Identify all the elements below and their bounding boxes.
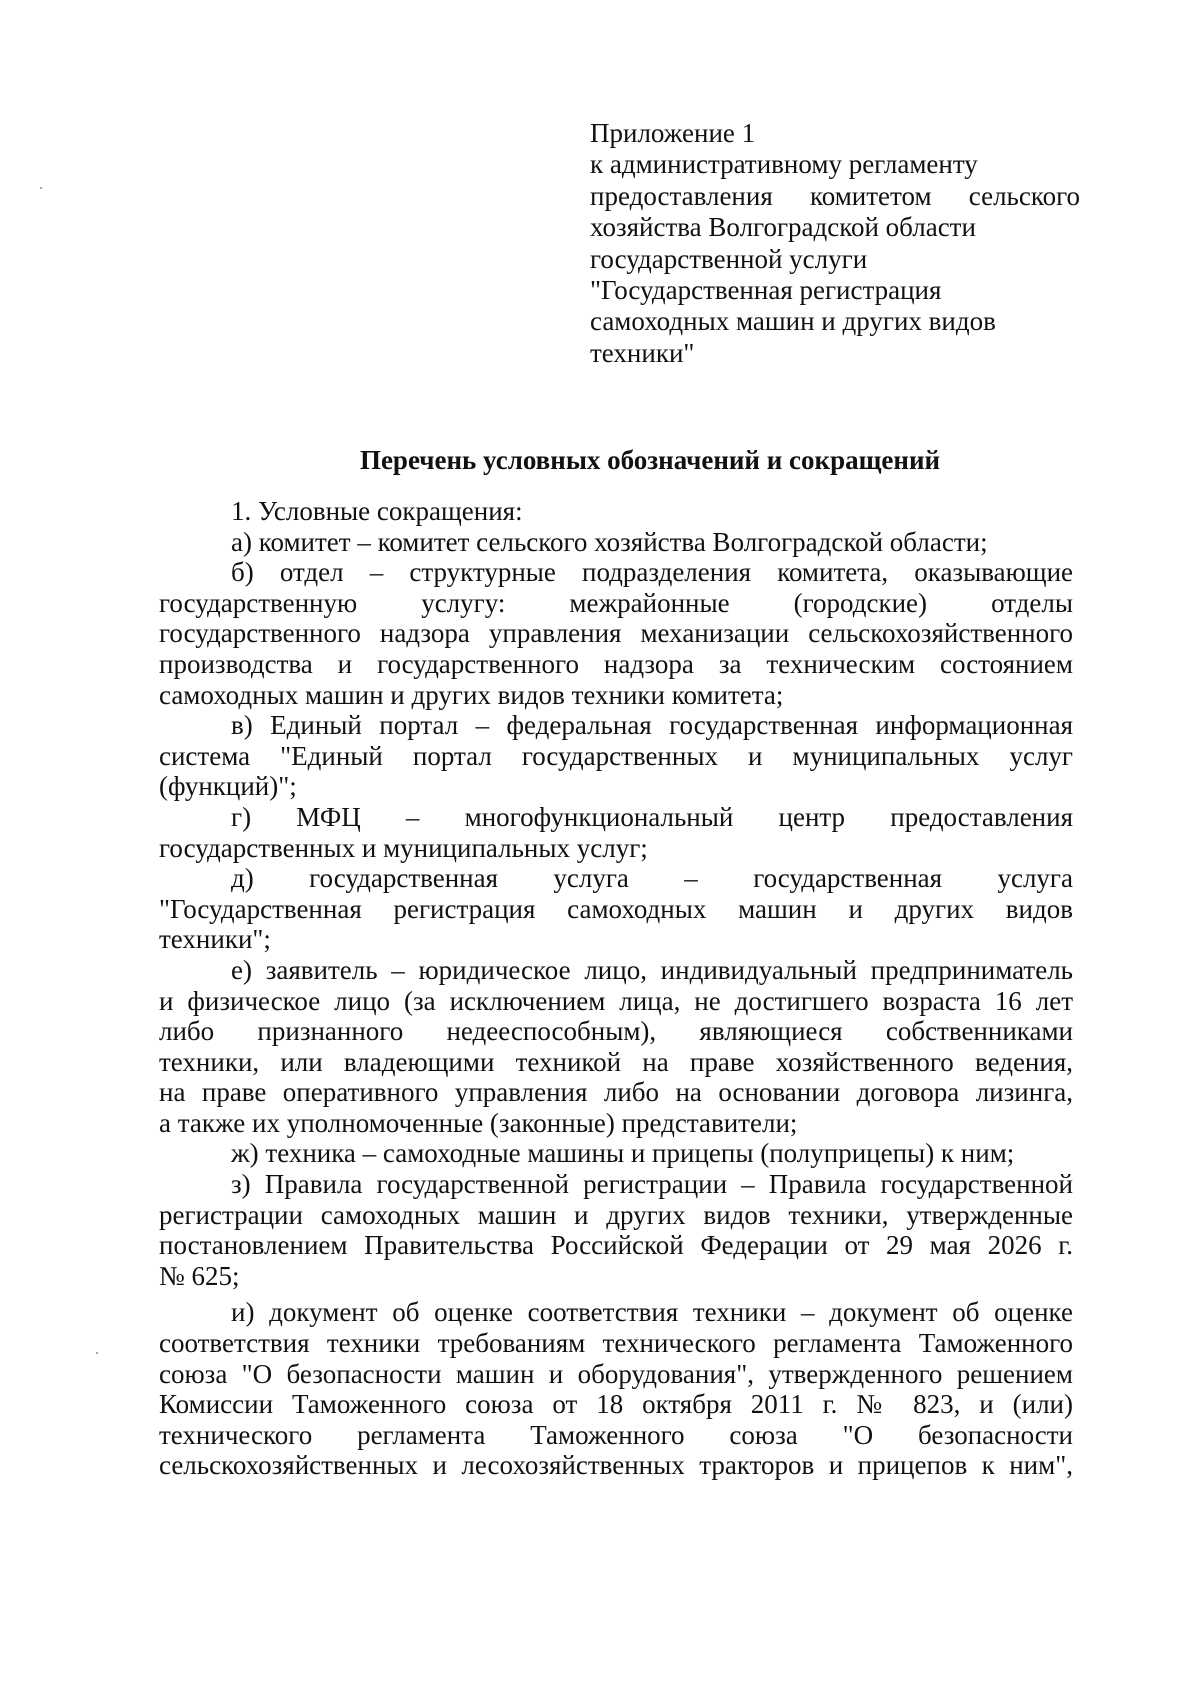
scan-speck bbox=[96, 1352, 98, 1354]
paragraph-line: д) государственная услуга – государственная услуга bbox=[231, 863, 1073, 894]
paragraph-line: постановлением Правительства Российской Федерации от 29 мая 2026 г. bbox=[159, 1230, 1073, 1261]
paragraph-line: (функций)"; bbox=[159, 771, 297, 802]
paragraph-line: № 625; bbox=[159, 1260, 240, 1291]
paragraph bbox=[159, 863, 1073, 955]
paragraph-line: самоходных машин и других видов техники комитета; bbox=[159, 679, 784, 710]
appendix-line: самоходных машин и других видов bbox=[590, 306, 996, 337]
paragraph-line: и физическое лицо (за исключением лица, не достигшего возраста 16 лет bbox=[159, 985, 1073, 1016]
paragraph bbox=[159, 557, 1073, 710]
paragraph bbox=[159, 1297, 1073, 1481]
document-body bbox=[159, 496, 1073, 1481]
paragraph-line: з) Правила государственной регистрации – Правила государственной bbox=[231, 1169, 1073, 1200]
paragraph-line: регистрации самоходных машин и других видов техники, утвержденные bbox=[159, 1199, 1073, 1230]
paragraph-line: Комиссии Таможенного союза от 18 октября 2011 г. № 823, и (или) bbox=[159, 1389, 1073, 1420]
paragraph bbox=[159, 1169, 1073, 1291]
paragraph bbox=[159, 1138, 1073, 1169]
paragraph-line: "Государственная регистрация самоходных машин и других видов bbox=[159, 893, 1073, 924]
paragraph-line: производства и государственного надзора за техническим состоянием bbox=[159, 648, 1073, 679]
appendix-line: "Государственная регистрация bbox=[590, 275, 942, 306]
paragraph-line: ж) техника – самоходные машины и прицепы (полуприцепы) к ним; bbox=[231, 1138, 1015, 1169]
paragraph-line: государственных и муниципальных услуг; bbox=[159, 832, 648, 863]
paragraph-line: система "Единый портал государственных и муниципальных услуг bbox=[159, 740, 1073, 771]
appendix-line: к административному регламенту bbox=[590, 149, 978, 180]
paragraph bbox=[159, 710, 1073, 802]
paragraph-line: техники"; bbox=[159, 924, 271, 955]
paragraph-line: г) МФЦ – многофункциональный центр предоставления bbox=[231, 801, 1073, 832]
appendix-line: предоставления комитетом сельского bbox=[590, 180, 1080, 211]
paragraph-line: а) комитет – комитет сельского хозяйства Волгоградской области; bbox=[231, 526, 988, 557]
paragraph bbox=[159, 496, 1073, 527]
paragraph-line: сельскохозяйственных и лесохозяйственных тракторов и прицепов к ним", bbox=[159, 1450, 1073, 1481]
document-title: Перечень условных обозначений и сокращений bbox=[359, 445, 941, 475]
appendix-line: хозяйства Волгоградской области bbox=[590, 212, 976, 243]
appendix-line: государственной услуги bbox=[590, 243, 868, 274]
paragraph-line: е) заявитель – юридическое лицо, индивидуальный предприниматель bbox=[231, 954, 1073, 985]
paragraph bbox=[159, 955, 1073, 1139]
paragraph-line: соответствия техники требованиям технического регламента Таможенного bbox=[159, 1328, 1073, 1359]
paragraph bbox=[159, 527, 1073, 558]
paragraph-line: государственную услугу: межрайонные (городские) отделы bbox=[159, 587, 1073, 618]
paragraph-line: государственного надзора управления механизации сельскохозяйственного bbox=[159, 618, 1073, 649]
paragraph bbox=[159, 802, 1073, 863]
paragraph-line: союза "О безопасности машин и оборудования", утвержденного решением bbox=[159, 1358, 1073, 1389]
paragraph-line: а также их уполномоченные (законные) представители; bbox=[159, 1107, 798, 1138]
scan-speck bbox=[40, 187, 42, 189]
paragraph-line: техники, или владеющими техникой на праве хозяйственного ведения, bbox=[159, 1046, 1073, 1077]
paragraph-line: технического регламента Таможенного союза "О безопасности bbox=[159, 1419, 1073, 1450]
paragraph-line: либо признанного недееспособным), являющиеся собственниками bbox=[159, 1016, 1073, 1047]
paragraph-line: в) Единый портал – федеральная государственная информационная bbox=[231, 710, 1073, 741]
appendix-header bbox=[590, 118, 1080, 369]
paragraph-line: 1. Условные сокращения: bbox=[231, 496, 523, 526]
paragraph-line: б) отдел – структурные подразделения комитета, оказывающие bbox=[231, 557, 1073, 588]
appendix-line: техники" bbox=[590, 337, 695, 368]
paragraph-line: и) документ об оценке соответствия техники – документ об оценке bbox=[231, 1297, 1073, 1328]
appendix-line: Приложение 1 bbox=[590, 118, 756, 148]
paragraph-line: на праве оперативного управления либо на основании договора лизинга, bbox=[159, 1077, 1073, 1108]
